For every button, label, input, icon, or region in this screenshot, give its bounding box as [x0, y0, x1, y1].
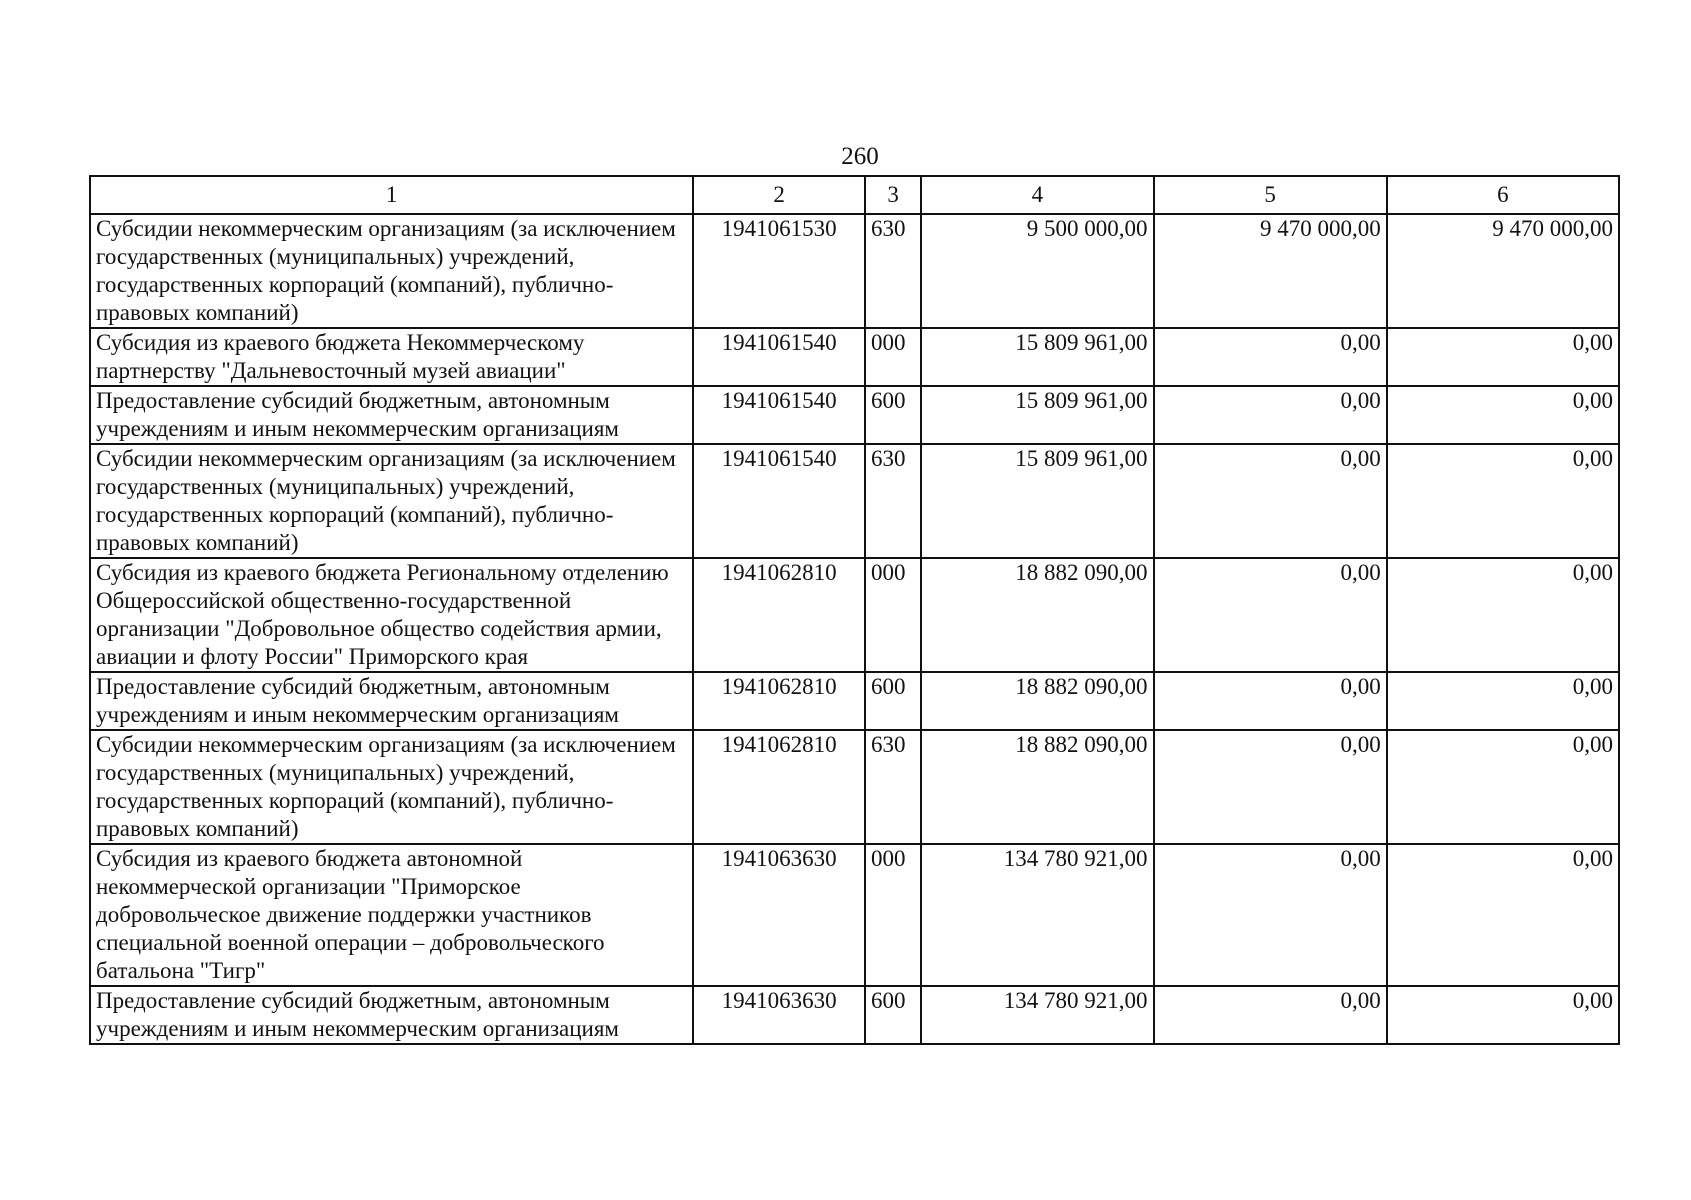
row-name: Предоставление субсидий бюджетным, автономным учреждениям и иным некоммерческим организациям: [90, 986, 693, 1044]
row-amount-col6: 9 470 000,00: [1387, 214, 1619, 328]
row-expense-type: 000: [865, 328, 921, 386]
row-amount-col5: 0,00: [1154, 672, 1387, 730]
row-expense-type: 600: [865, 672, 921, 730]
row-code: 1941061530: [693, 214, 865, 328]
column-header-6: 6: [1387, 176, 1619, 214]
table-row: [90, 328, 1619, 386]
table-row: [90, 214, 1619, 328]
row-amount-col4: 15 809 961,00: [921, 386, 1153, 444]
row-expense-type: 630: [865, 444, 921, 558]
row-amount-col6: 0,00: [1387, 444, 1619, 558]
row-amount-col5: 9 470 000,00: [1154, 214, 1387, 328]
row-expense-type: 630: [865, 730, 921, 844]
row-amount-col5: 0,00: [1154, 328, 1387, 386]
table-row: [90, 444, 1619, 558]
table-row: [90, 844, 1619, 986]
row-expense-type: 000: [865, 558, 921, 672]
row-name: Субсидии некоммерческим организациям (за исключением государственных (муниципальных) учреждений, государственных корпораций (компаний), публично-правовых компаний): [90, 444, 693, 558]
table-row: [90, 558, 1619, 672]
row-amount-col4: 134 780 921,00: [921, 844, 1153, 986]
row-name: Субсидия из краевого бюджета Региональному отделению Общероссийской общественно-государственной организации "Добровольное общество содействия армии, авиации и флоту России" Приморского края: [90, 558, 693, 672]
row-amount-col4: 18 882 090,00: [921, 730, 1153, 844]
table-row: [90, 672, 1619, 730]
table-row: [90, 986, 1619, 1044]
row-amount-col6: 0,00: [1387, 730, 1619, 844]
row-amount-col4: 18 882 090,00: [921, 558, 1153, 672]
row-name: Субсидии некоммерческим организациям (за исключением государственных (муниципальных) учреждений, государственных корпораций (компаний), публично-правовых компаний): [90, 214, 693, 328]
row-code: 1941062810: [693, 558, 865, 672]
row-amount-col5: 0,00: [1154, 844, 1387, 986]
row-amount-col4: 15 809 961,00: [921, 444, 1153, 558]
row-name: Предоставление субсидий бюджетным, автономным учреждениям и иным некоммерческим организациям: [90, 672, 693, 730]
row-amount-col4: 9 500 000,00: [921, 214, 1153, 328]
row-amount-col6: 0,00: [1387, 844, 1619, 986]
column-header-1: 1: [90, 176, 693, 214]
row-amount-col6: 0,00: [1387, 558, 1619, 672]
row-code: 1941061540: [693, 328, 865, 386]
column-header-5: 5: [1154, 176, 1387, 214]
row-code: 1941061540: [693, 386, 865, 444]
row-amount-col4: 15 809 961,00: [921, 328, 1153, 386]
row-expense-type: 600: [865, 386, 921, 444]
row-code: 1941062810: [693, 730, 865, 844]
row-name: Предоставление субсидий бюджетным, автономным учреждениям и иным некоммерческим организациям: [90, 386, 693, 444]
column-header-2: 2: [693, 176, 865, 214]
row-expense-type: 600: [865, 986, 921, 1044]
column-header-4: 4: [921, 176, 1153, 214]
row-amount-col5: 0,00: [1154, 444, 1387, 558]
row-amount-col4: 134 780 921,00: [921, 986, 1153, 1044]
row-amount-col5: 0,00: [1154, 558, 1387, 672]
row-expense-type: 630: [865, 214, 921, 328]
column-number-row: [90, 176, 1619, 214]
column-header-3: 3: [865, 176, 921, 214]
page-number: 260: [841, 143, 879, 170]
row-code: 1941063630: [693, 986, 865, 1044]
row-name: Субсидия из краевого бюджета автономной некоммерческой организации "Приморское добровольческое движение поддержки участников специальной военной операции – добровольческого батальона "Тигр": [90, 844, 693, 986]
table-row: [90, 386, 1619, 444]
row-amount-col5: 0,00: [1154, 386, 1387, 444]
row-amount-col6: 0,00: [1387, 672, 1619, 730]
table-row: [90, 730, 1619, 844]
row-amount-col6: 0,00: [1387, 328, 1619, 386]
row-amount-col6: 0,00: [1387, 386, 1619, 444]
row-name: Субсидии некоммерческим организациям (за исключением государственных (муниципальных) учреждений, государственных корпораций (компаний), публично-правовых компаний): [90, 730, 693, 844]
row-code: 1941062810: [693, 672, 865, 730]
row-name: Субсидия из краевого бюджета Некоммерческому партнерству "Дальневосточный музей авиации": [90, 328, 693, 386]
row-expense-type: 000: [865, 844, 921, 986]
row-amount-col5: 0,00: [1154, 986, 1387, 1044]
row-amount-col5: 0,00: [1154, 730, 1387, 844]
row-code: 1941061540: [693, 444, 865, 558]
budget-table: [89, 175, 1620, 1045]
row-code: 1941063630: [693, 844, 865, 986]
row-amount-col6: 0,00: [1387, 986, 1619, 1044]
row-amount-col4: 18 882 090,00: [921, 672, 1153, 730]
